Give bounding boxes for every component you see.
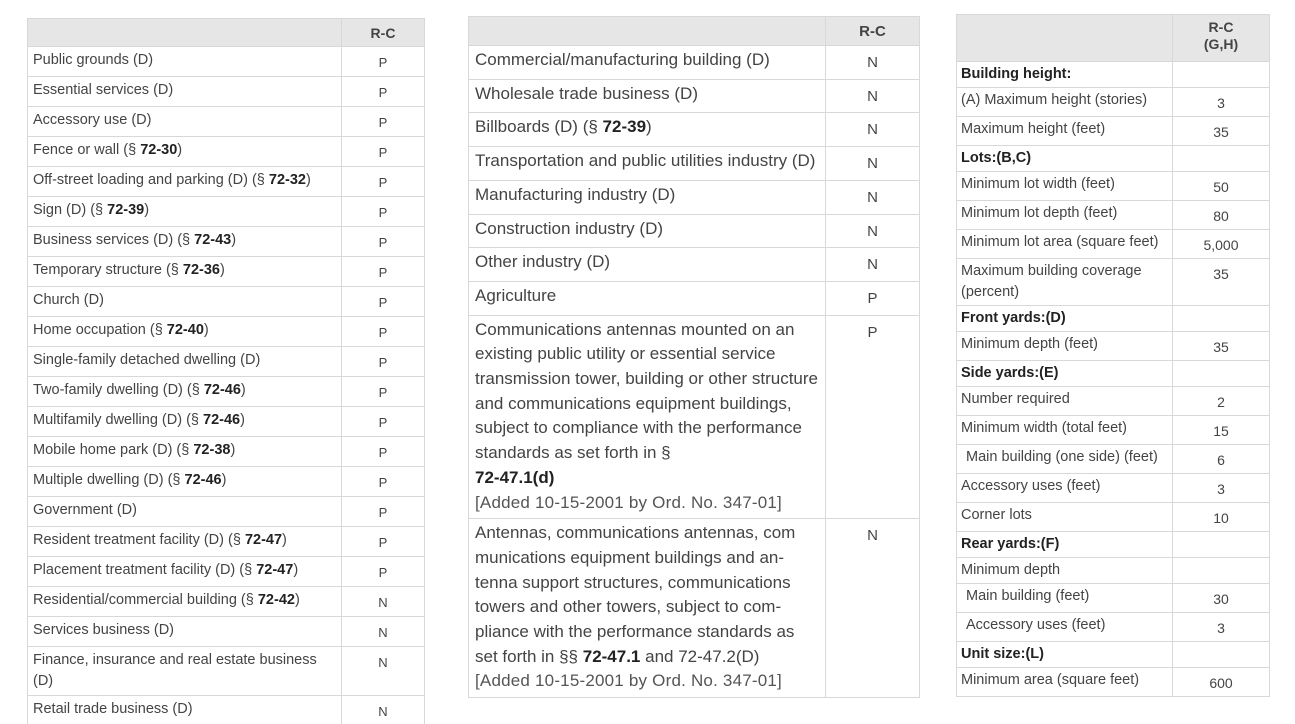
use-column-header bbox=[28, 19, 342, 47]
requirement-value bbox=[1173, 558, 1270, 584]
table-row bbox=[28, 437, 425, 467]
use-text-suffix: ) bbox=[294, 592, 300, 608]
table-row bbox=[469, 147, 920, 181]
permission-value: P bbox=[342, 437, 425, 467]
permission-value: N bbox=[342, 647, 425, 696]
use-text: Multiple dwelling (D) (§ bbox=[33, 472, 185, 488]
table-header-row bbox=[469, 17, 920, 46]
permitted-uses-table-1 bbox=[27, 18, 425, 724]
requirement-label: Minimum depth bbox=[957, 558, 1173, 584]
permission-value: P bbox=[826, 281, 920, 315]
requirement-label: Minimum width (total feet) bbox=[957, 416, 1173, 445]
permission-value: N bbox=[826, 248, 920, 282]
table-row bbox=[469, 214, 920, 248]
use-text-suffix: ) bbox=[305, 172, 311, 188]
requirement-value: 15 bbox=[1173, 416, 1270, 445]
use-cell bbox=[28, 557, 342, 587]
table-row bbox=[28, 227, 425, 257]
use-cell bbox=[28, 647, 342, 696]
requirement-label: Corner lots bbox=[957, 503, 1173, 532]
section-heading-row bbox=[957, 532, 1270, 558]
requirement-value bbox=[1173, 642, 1270, 668]
table-row bbox=[957, 503, 1270, 532]
use-text: Agriculture bbox=[475, 285, 557, 305]
permission-value: P bbox=[342, 377, 425, 407]
section-reference: 72-30 bbox=[140, 142, 178, 158]
table-row bbox=[957, 416, 1270, 445]
use-column-header bbox=[469, 17, 826, 46]
use-text-suffix: ) bbox=[221, 472, 227, 488]
table-header-row bbox=[28, 19, 425, 47]
use-text: Home occupation (§ bbox=[33, 322, 167, 338]
use-text: Residential/commercial building (§ bbox=[33, 592, 258, 608]
section-reference: 72-47.1(d) bbox=[475, 467, 555, 487]
use-text: Government (D) bbox=[33, 502, 137, 518]
use-cell bbox=[28, 47, 342, 77]
section-reference: 72-36 bbox=[182, 262, 220, 278]
table-row bbox=[469, 113, 920, 147]
permission-value: N bbox=[342, 696, 425, 724]
uses-table-1 bbox=[27, 18, 425, 724]
table-row bbox=[469, 281, 920, 315]
table-row bbox=[28, 557, 425, 587]
section-reference: 72-43 bbox=[194, 232, 232, 248]
permission-value: P bbox=[342, 317, 425, 347]
use-text: Public grounds (D) bbox=[33, 52, 154, 68]
requirement-label: Minimum lot area (square feet) bbox=[957, 230, 1173, 259]
permission-value: P bbox=[342, 407, 425, 437]
section-reference: 72-46 bbox=[184, 472, 222, 488]
section-reference: 72-47.1 bbox=[582, 646, 641, 666]
section-reference: 72-46 bbox=[203, 412, 241, 428]
table-row bbox=[28, 107, 425, 137]
use-cell bbox=[28, 77, 342, 107]
section-reference: 72-38 bbox=[193, 442, 231, 458]
permission-value: N bbox=[826, 79, 920, 113]
table-row bbox=[469, 79, 920, 113]
use-cell bbox=[28, 467, 342, 497]
use-text: Church (D) bbox=[33, 292, 104, 308]
amendment-note: [Added 10-15-2001 by Ord. No. 347-01] bbox=[475, 492, 782, 512]
table-row-antennas-mounted bbox=[469, 315, 920, 519]
permission-value: P bbox=[342, 347, 425, 377]
table-row bbox=[957, 332, 1270, 361]
permission-value: P bbox=[342, 287, 425, 317]
section-reference: 72-39 bbox=[107, 202, 145, 218]
requirement-label: (A) Maximum height (stories) bbox=[957, 88, 1173, 117]
requirement-value: 35 bbox=[1173, 117, 1270, 146]
permission-value: P bbox=[342, 197, 425, 227]
requirement-value bbox=[1173, 532, 1270, 558]
table-row-antennas-towers bbox=[469, 519, 920, 698]
use-cell bbox=[28, 227, 342, 257]
requirement-label: Maximum height (feet) bbox=[957, 117, 1173, 146]
use-text-suffix: ) bbox=[230, 442, 236, 458]
use-text: Services business (D) bbox=[33, 622, 175, 638]
rc-column-header bbox=[1173, 15, 1270, 62]
table-row bbox=[28, 197, 425, 227]
use-cell bbox=[469, 315, 826, 519]
use-text: Communications antennas mounted on an existing public utility or essential service transmission tower, building or other structure and communications equipment buildings, subject to compliance with the performance standards as set forth in § bbox=[475, 319, 818, 463]
use-cell bbox=[28, 587, 342, 617]
requirement-label: Minimum lot width (feet) bbox=[957, 172, 1173, 201]
section-heading: Unit size:(L) bbox=[957, 642, 1173, 668]
section-heading-row bbox=[957, 306, 1270, 332]
use-text-suffix: ) bbox=[219, 262, 225, 278]
use-text: Accessory use (D) bbox=[33, 112, 152, 128]
use-text: Multifamily dwelling (D) (§ bbox=[33, 412, 204, 428]
use-cell bbox=[469, 113, 826, 147]
use-text: Finance, insurance and real estate business (D) bbox=[33, 652, 317, 689]
requirement-label: Minimum depth (feet) bbox=[957, 332, 1173, 361]
use-text: Fence or wall (§ bbox=[33, 142, 141, 158]
use-text: Construction industry (D) bbox=[475, 218, 664, 238]
table-row bbox=[28, 497, 425, 527]
requirement-value bbox=[1173, 146, 1270, 172]
use-cell bbox=[28, 257, 342, 287]
table-row bbox=[957, 387, 1270, 416]
section-heading-row bbox=[957, 146, 1270, 172]
permitted-uses-table-2 bbox=[468, 16, 920, 698]
table-row bbox=[28, 467, 425, 497]
table-row bbox=[28, 287, 425, 317]
use-cell bbox=[28, 347, 342, 377]
table-row bbox=[469, 46, 920, 80]
dimensional-requirements-table bbox=[956, 14, 1270, 697]
section-reference: 72-47 bbox=[256, 562, 294, 578]
use-text: Other industry (D) bbox=[475, 252, 611, 272]
permission-value: P bbox=[342, 47, 425, 77]
section-heading-row bbox=[957, 361, 1270, 387]
use-text-suffix: ) bbox=[240, 412, 245, 428]
table-row bbox=[28, 47, 425, 77]
use-cell bbox=[28, 167, 342, 197]
requirement-value: 600 bbox=[1173, 668, 1270, 697]
use-text: Essential services (D) bbox=[33, 82, 174, 98]
table-row bbox=[28, 377, 425, 407]
table-row bbox=[469, 180, 920, 214]
requirement-value bbox=[1173, 62, 1270, 88]
requirement-label: Number required bbox=[957, 387, 1173, 416]
table-row bbox=[957, 172, 1270, 201]
section-reference: 72-32 bbox=[268, 172, 306, 188]
section-reference: 72-42 bbox=[257, 592, 295, 608]
use-cell bbox=[469, 281, 826, 315]
use-cell bbox=[28, 527, 342, 557]
use-cell bbox=[28, 617, 342, 647]
use-text-suffix: ) bbox=[293, 562, 299, 578]
requirement-value bbox=[1173, 306, 1270, 332]
table-row bbox=[28, 317, 425, 347]
use-text: Commercial/manufacturing building (D) bbox=[475, 50, 770, 69]
use-cell bbox=[28, 287, 342, 317]
dimensions-table bbox=[956, 14, 1270, 697]
section-heading: Lots:(B,C) bbox=[957, 146, 1173, 172]
use-text-line: Antennas, communications antennas, com bbox=[475, 523, 796, 543]
use-text: Billboards (D) (§ bbox=[475, 117, 603, 137]
permission-value: P bbox=[342, 137, 425, 167]
section-reference: 72-40 bbox=[166, 322, 204, 338]
rc-header-line1: R-C bbox=[1208, 19, 1234, 35]
use-text: Business services (D) (§ bbox=[33, 232, 195, 248]
rc-column-header: R-C bbox=[342, 19, 425, 47]
requirement-label: Main building (feet) bbox=[957, 584, 1173, 613]
permission-value: N bbox=[826, 214, 920, 248]
requirement-value: 2 bbox=[1173, 387, 1270, 416]
rc-header-line2: (G,H) bbox=[1203, 36, 1239, 52]
permission-value: P bbox=[342, 557, 425, 587]
use-cell bbox=[28, 407, 342, 437]
section-heading: Building height: bbox=[957, 62, 1173, 88]
permission-value: N bbox=[826, 46, 920, 80]
table-row bbox=[28, 137, 425, 167]
use-text-suffix: ) bbox=[646, 117, 652, 137]
requirement-value: 3 bbox=[1173, 88, 1270, 117]
use-text: Single-family detached dwelling (D) bbox=[33, 352, 261, 368]
requirement-value bbox=[1173, 361, 1270, 387]
permission-value: P bbox=[342, 257, 425, 287]
requirement-value: 30 bbox=[1173, 584, 1270, 613]
table-row bbox=[957, 613, 1270, 642]
requirement-value: 35 bbox=[1173, 332, 1270, 361]
requirement-value: 6 bbox=[1173, 445, 1270, 474]
use-text: Transportation and public utilities industry (D) bbox=[475, 151, 816, 171]
use-cell bbox=[28, 197, 342, 227]
use-cell bbox=[469, 180, 826, 214]
use-text: Two-family dwelling (D) (§ bbox=[33, 382, 204, 398]
requirement-value: 3 bbox=[1173, 474, 1270, 503]
table-row bbox=[957, 474, 1270, 503]
permission-value: N bbox=[342, 617, 425, 647]
use-text-suffix: ) bbox=[203, 322, 209, 338]
requirement-value: 5,000 bbox=[1173, 230, 1270, 259]
use-text-line: pliance with the performance standards as bbox=[475, 622, 795, 642]
use-text: Wholesale trade business (D) bbox=[475, 83, 698, 103]
use-text: Placement treatment facility (D) (§ bbox=[33, 562, 257, 578]
permission-value: N bbox=[826, 113, 920, 147]
use-cell bbox=[469, 79, 826, 113]
table-row bbox=[957, 201, 1270, 230]
use-cell bbox=[28, 696, 342, 724]
permission-value: P bbox=[342, 167, 425, 197]
use-text-suffix: ) bbox=[231, 232, 237, 248]
requirement-value: 50 bbox=[1173, 172, 1270, 201]
permission-value: N bbox=[826, 180, 920, 214]
table-row bbox=[957, 445, 1270, 474]
requirement-value: 3 bbox=[1173, 613, 1270, 642]
permission-value: N bbox=[826, 147, 920, 181]
use-text-suffix: ) bbox=[177, 142, 183, 158]
table-row bbox=[28, 587, 425, 617]
use-cell bbox=[469, 519, 826, 698]
use-text: Retail trade business (D) bbox=[33, 701, 193, 717]
use-text-line: tenna support structures, communications bbox=[475, 572, 791, 592]
table-row bbox=[28, 77, 425, 107]
section-reference: 72-46 bbox=[203, 382, 241, 398]
use-text: Sign (D) (§ bbox=[33, 202, 108, 218]
table-row bbox=[28, 257, 425, 287]
section-heading: Front yards:(D) bbox=[957, 306, 1173, 332]
table-row bbox=[28, 347, 425, 377]
permission-value: P bbox=[342, 467, 425, 497]
use-text: Temporary structure (§ bbox=[33, 262, 183, 278]
requirement-label: Maximum building coverage (percent) bbox=[957, 259, 1173, 306]
section-heading: Side yards:(E) bbox=[957, 361, 1173, 387]
section-reference: 72-47 bbox=[244, 532, 283, 548]
use-cell bbox=[469, 147, 826, 181]
use-cell bbox=[28, 317, 342, 347]
use-cell bbox=[28, 497, 342, 527]
table-row bbox=[957, 88, 1270, 117]
rc-column-header: R-C bbox=[826, 17, 920, 46]
table-row bbox=[28, 407, 425, 437]
requirement-column-header bbox=[957, 15, 1173, 62]
table-header-row bbox=[957, 15, 1270, 62]
table-row bbox=[469, 248, 920, 282]
table-row bbox=[957, 584, 1270, 613]
requirement-value: 10 bbox=[1173, 503, 1270, 532]
requirement-value: 35 bbox=[1173, 259, 1270, 306]
requirement-label: Minimum lot depth (feet) bbox=[957, 201, 1173, 230]
table-row bbox=[28, 167, 425, 197]
table-row bbox=[957, 558, 1270, 584]
use-text-line: munications equipment buildings and an- bbox=[475, 547, 785, 567]
permission-value: N bbox=[826, 519, 920, 698]
permission-value: P bbox=[342, 227, 425, 257]
section-heading-row bbox=[957, 62, 1270, 88]
table-row bbox=[28, 617, 425, 647]
requirement-label: Minimum area (square feet) bbox=[957, 668, 1173, 697]
use-text: Mobile home park (D) (§ bbox=[33, 442, 194, 458]
use-text: Resident treatment facility (D) (§ bbox=[33, 532, 245, 548]
use-cell bbox=[469, 46, 826, 80]
use-text: Manufacturing industry (D) bbox=[475, 184, 676, 204]
table-row bbox=[28, 696, 425, 724]
table-row bbox=[28, 647, 425, 696]
requirement-label: Accessory uses (feet) bbox=[957, 613, 1173, 642]
permission-value: P bbox=[342, 77, 425, 107]
use-text-suffix: ) bbox=[282, 532, 287, 548]
requirement-value: 80 bbox=[1173, 201, 1270, 230]
use-cell bbox=[28, 107, 342, 137]
table-row bbox=[28, 527, 425, 557]
use-text-line: and 72-47.2(D) bbox=[640, 646, 760, 666]
table-row bbox=[957, 117, 1270, 146]
requirement-label: Accessory uses (feet) bbox=[957, 474, 1173, 503]
use-cell bbox=[28, 377, 342, 407]
use-text-suffix: ) bbox=[144, 202, 150, 218]
section-heading: Rear yards:(F) bbox=[957, 532, 1173, 558]
section-reference: 72-39 bbox=[602, 117, 647, 137]
use-cell bbox=[28, 137, 342, 167]
use-text-line: set forth in §§ bbox=[475, 646, 583, 666]
permission-value: P bbox=[342, 527, 425, 557]
table-row bbox=[957, 230, 1270, 259]
requirement-label: Main building (one side) (feet) bbox=[957, 445, 1173, 474]
permission-value: P bbox=[342, 107, 425, 137]
use-text-suffix: ) bbox=[240, 382, 246, 398]
use-cell bbox=[469, 248, 826, 282]
uses-table-2 bbox=[468, 16, 920, 698]
use-cell bbox=[28, 437, 342, 467]
permission-value: P bbox=[826, 315, 920, 519]
permission-value: P bbox=[342, 497, 425, 527]
section-heading-row bbox=[957, 642, 1270, 668]
table-row bbox=[957, 668, 1270, 697]
permission-value: N bbox=[342, 587, 425, 617]
use-cell bbox=[469, 214, 826, 248]
use-text: Off-street loading and parking (D) (§ bbox=[33, 172, 269, 188]
table-row bbox=[957, 259, 1270, 306]
amendment-note: [Added 10-15-2001 by Ord. No. 347-01] bbox=[475, 671, 782, 691]
use-text-line: towers and other towers, subject to com- bbox=[475, 597, 782, 617]
